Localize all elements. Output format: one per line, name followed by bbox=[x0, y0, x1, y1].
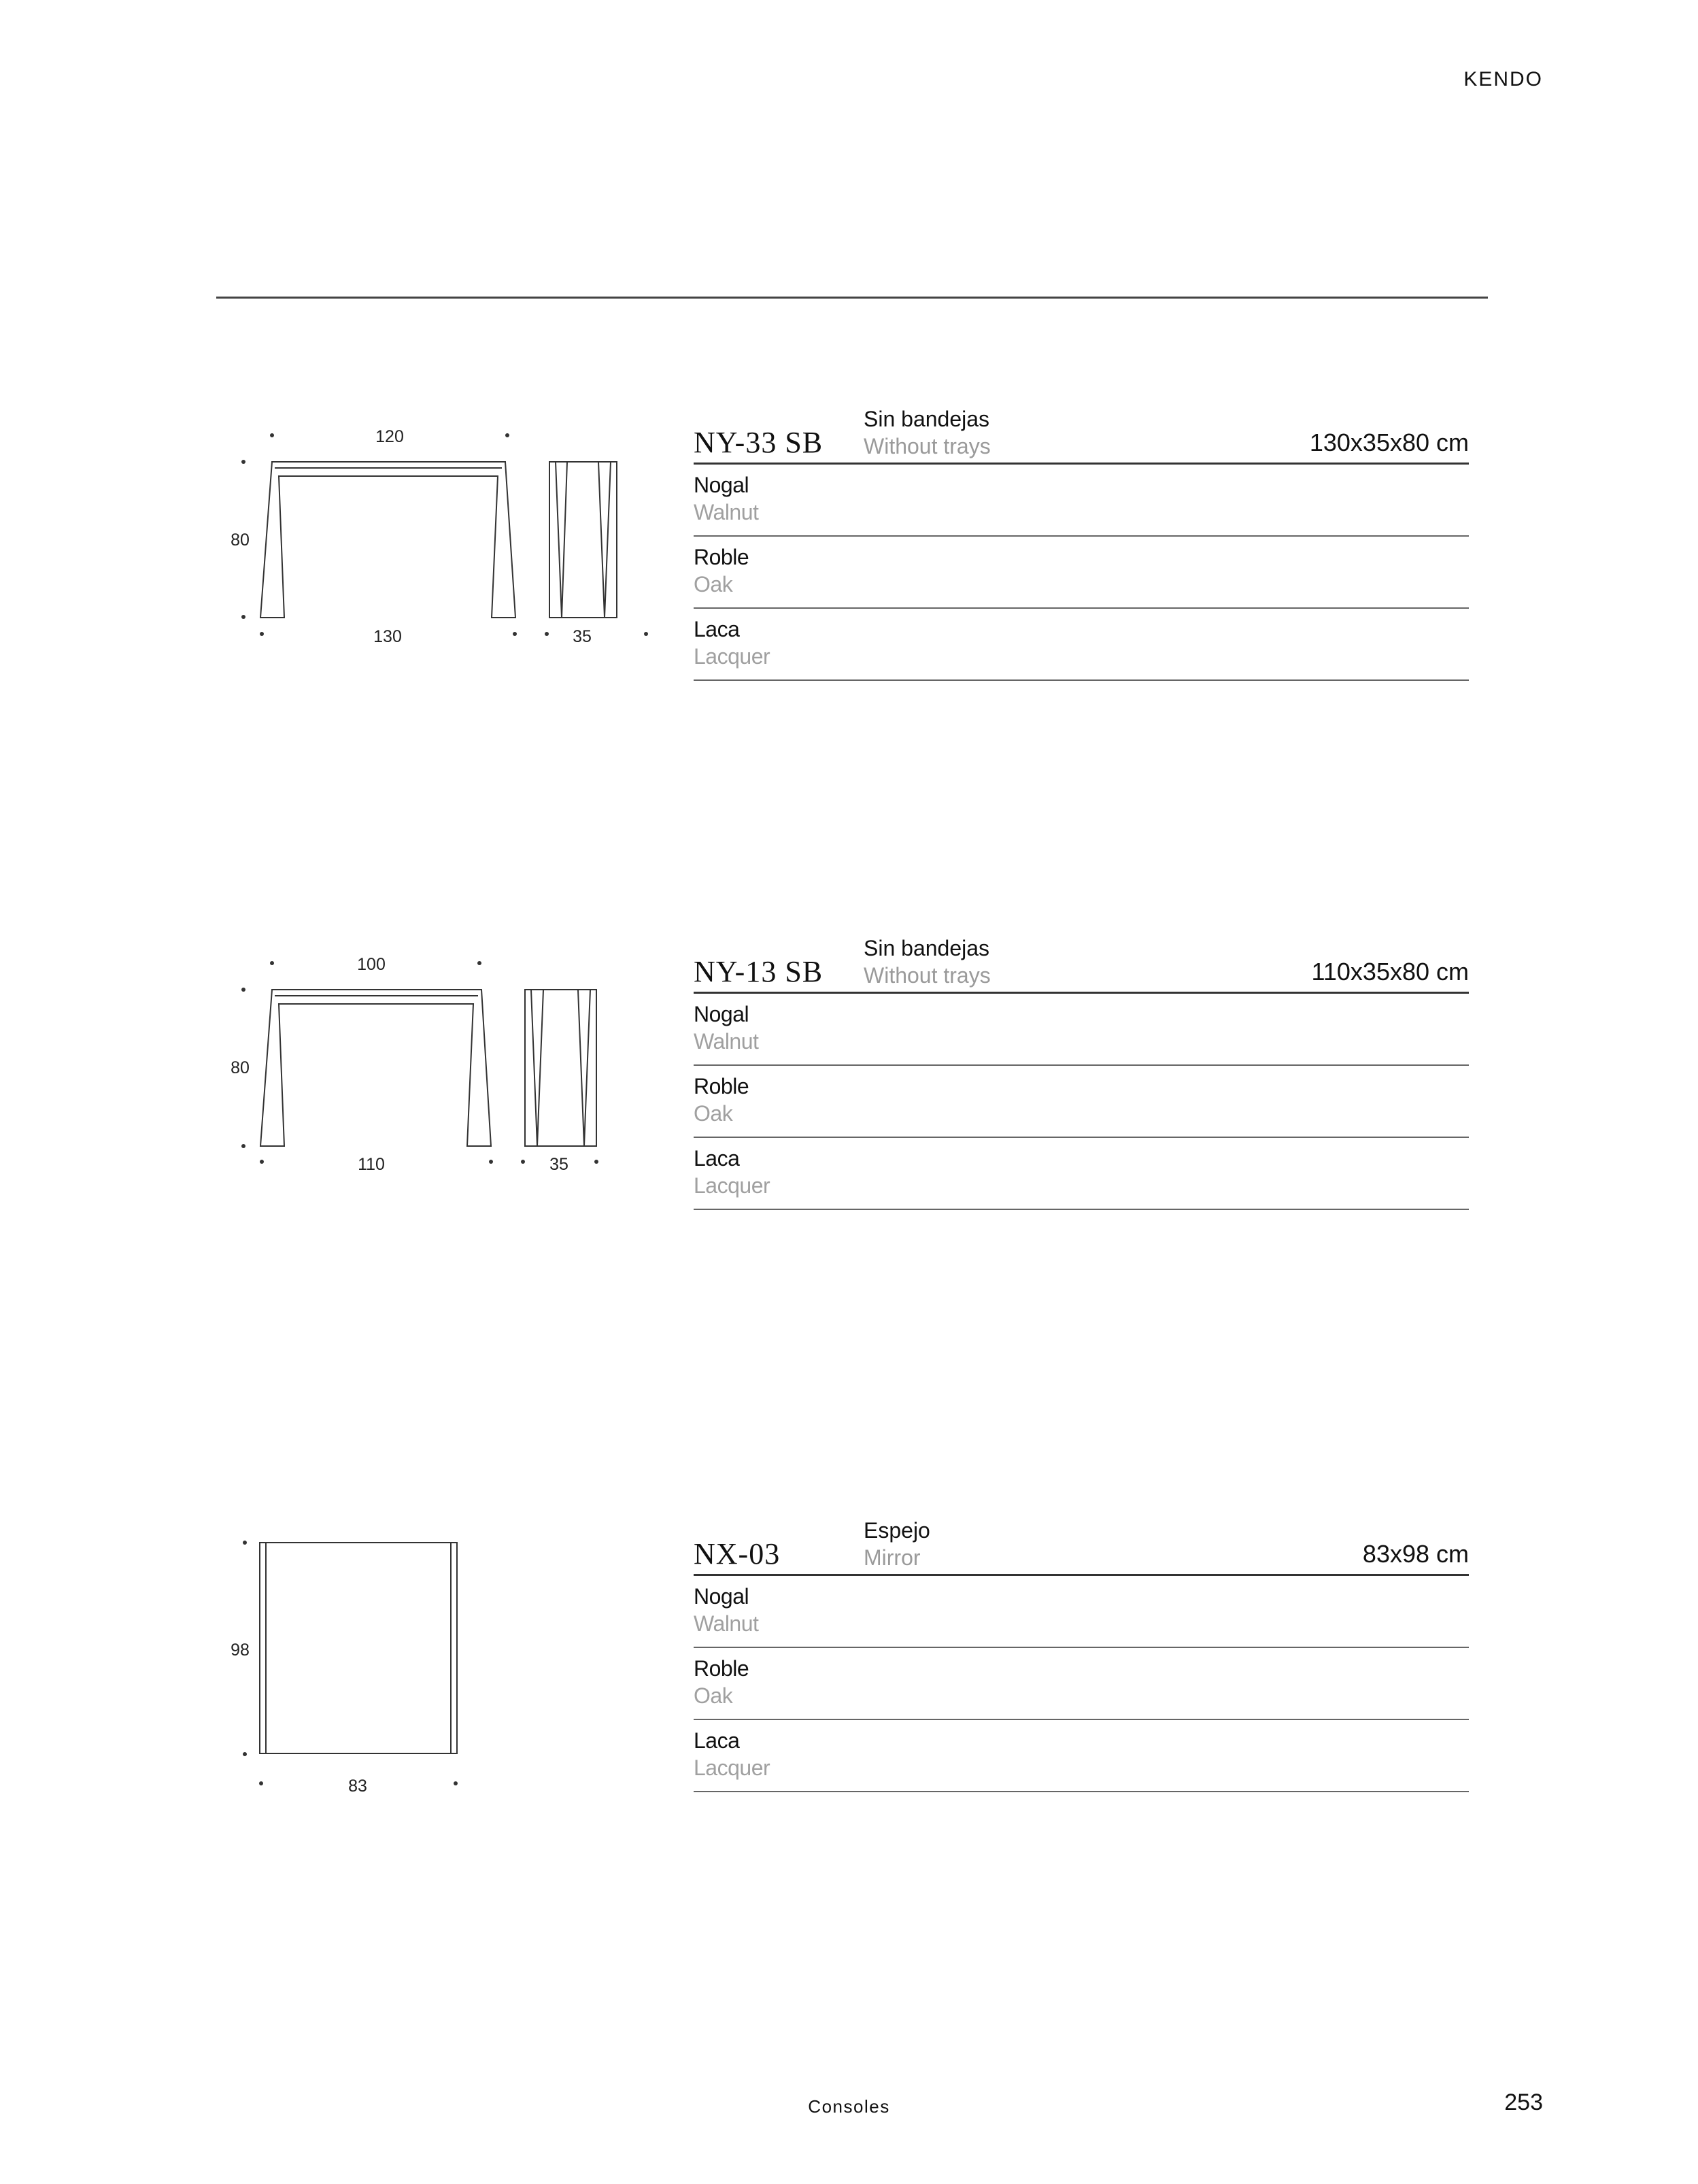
page-number: 253 bbox=[1504, 2089, 1543, 2115]
top-divider bbox=[216, 297, 1488, 299]
product-code: NY-13 SB bbox=[694, 955, 823, 988]
finish-name-en: Lacquer bbox=[694, 1755, 770, 1780]
product-desc-es: Sin bandejas bbox=[864, 407, 990, 431]
footer-category: Consoles bbox=[808, 2096, 890, 2117]
finish-name-es: Laca bbox=[694, 1146, 740, 1171]
product-code: NY-33 SB bbox=[694, 426, 823, 459]
dim-depth: 35 bbox=[549, 1155, 568, 1174]
finish-name-es: Laca bbox=[694, 617, 740, 641]
finish-name-es: Roble bbox=[694, 1074, 749, 1098]
dim-width: 83 bbox=[348, 1777, 367, 1796]
finish-name-en: Lacquer bbox=[694, 1173, 770, 1198]
dim-top-width: 100 bbox=[357, 955, 386, 974]
finish-name-en: Walnut bbox=[694, 1611, 759, 1636]
product-desc-en: Without trays bbox=[864, 434, 991, 458]
finish-name-es: Nogal bbox=[694, 473, 749, 497]
product-size: 130x35x80 cm bbox=[1309, 429, 1469, 456]
finish-name-en: Oak bbox=[694, 1101, 733, 1126]
product-size: 83x98 cm bbox=[1362, 1540, 1469, 1568]
finish-name-en: Oak bbox=[694, 572, 733, 597]
finish-row bbox=[694, 465, 1469, 537]
product-size: 110x35x80 cm bbox=[1311, 958, 1469, 986]
finish-name-es: Roble bbox=[694, 1656, 749, 1681]
dim-height: 98 bbox=[231, 1641, 250, 1660]
finish-row bbox=[694, 609, 1469, 681]
brand-name: KENDO bbox=[1463, 68, 1543, 90]
product-code: NX-03 bbox=[694, 1537, 781, 1570]
dim-height: 80 bbox=[231, 531, 250, 550]
product-ny-33-sb bbox=[0, 401, 1698, 755]
finish-row bbox=[694, 1138, 1469, 1210]
dim-base-width: 130 bbox=[373, 627, 402, 646]
dim-base-width: 110 bbox=[358, 1155, 385, 1174]
dim-depth: 35 bbox=[573, 627, 592, 646]
technical-drawing-ny-33-sb bbox=[0, 401, 680, 687]
product-desc-es: Sin bandejas bbox=[864, 936, 990, 960]
finish-row bbox=[694, 1576, 1469, 1648]
technical-drawing-ny-13-sb bbox=[0, 930, 680, 1216]
finish-row bbox=[694, 1648, 1469, 1720]
product-ny-13-sb bbox=[0, 930, 1698, 1284]
finish-name-es: Roble bbox=[694, 545, 749, 569]
product-nx-03 bbox=[0, 1513, 1698, 1866]
product-desc-es: Espejo bbox=[864, 1518, 930, 1543]
finish-name-en: Walnut bbox=[694, 500, 759, 524]
finish-name-es: Nogal bbox=[694, 1002, 749, 1026]
finish-row bbox=[694, 1720, 1469, 1792]
finish-name-en: Lacquer bbox=[694, 644, 770, 669]
product-desc-en: Mirror bbox=[864, 1545, 921, 1570]
finish-name-es: Nogal bbox=[694, 1584, 749, 1609]
finish-row bbox=[694, 994, 1469, 1066]
finish-row bbox=[694, 537, 1469, 609]
finish-name-en: Walnut bbox=[694, 1029, 759, 1054]
dim-height: 80 bbox=[231, 1058, 250, 1077]
finish-name-en: Oak bbox=[694, 1683, 733, 1708]
dim-top-width: 120 bbox=[375, 427, 404, 446]
finish-row bbox=[694, 1066, 1469, 1138]
product-desc-en: Without trays bbox=[864, 963, 991, 988]
finish-name-es: Laca bbox=[694, 1728, 740, 1753]
technical-drawing-nx-03 bbox=[0, 1513, 680, 1798]
